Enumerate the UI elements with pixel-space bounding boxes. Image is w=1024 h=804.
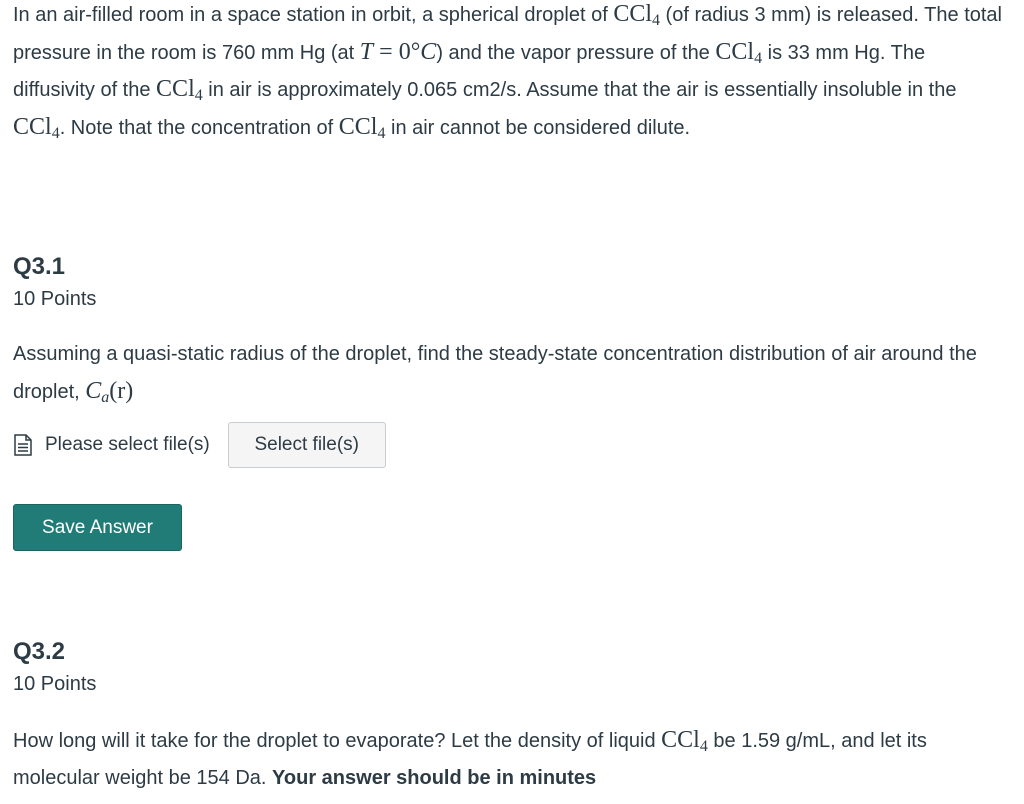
- ccl4-formula: CCl$_4$: [338, 113, 386, 142]
- save-answer-button[interactable]: Save Answer: [13, 504, 182, 551]
- file-upload-row: [13, 422, 386, 468]
- ccl4-formula: CCl$_4$: [661, 727, 708, 755]
- answer-unit-instruction: Your answer should be in minutes: [272, 766, 597, 789]
- select-files-button[interactable]: Select file(s): [228, 422, 386, 468]
- temperature-formula: T = 0°C: [359, 38, 437, 65]
- question-points-q31: 10 Points: [13, 288, 97, 310]
- ccl4-formula: CCl$_4$: [13, 113, 60, 142]
- ccl4-formula: CCl$_4$: [613, 1, 660, 29]
- ca-formula: $C_a(r)$: [85, 377, 134, 406]
- question-title-q32: Q3.2: [13, 638, 66, 665]
- problem-intro: In an air-filled room in a space station in orbit, a spherical droplet of CCl$_4$ (of radius 3 mm) is released. The total pressure in the room is 760 mm Hg (at T = 0°C) and the vapor pressure of the CCl$_4$ is 33 mm Hg. The diffusivity of the CCl$_4$ in air is approximately 0.065 cm2/s. Assume that the air is essentially insoluble in the CCl$_4$. Note that the concentration of CCl$_4$ in air cannot be considered dilute.: [13, 1, 1002, 142]
- question-prompt-q32: How long will it take for the droplet to evaporate? Let the density of liquid CCl$_4$ be 1.59 g/mL, and let its molecular weight be 154 Da. Your answer should be in minutes: [13, 727, 927, 789]
- file-select-label: Please select file(s): [45, 434, 210, 455]
- ccl4-formula: CCl$_4$: [715, 38, 763, 67]
- question-prompt-q31: Assuming a quasi-static radius of the droplet, find the steady-state concentration distribution of air around the droplet, $C_a(r)$: [13, 343, 977, 406]
- document-icon: [13, 434, 33, 456]
- question-points-q32: 10 Points: [13, 673, 97, 695]
- question-title-q31: Q3.1: [13, 253, 66, 280]
- ccl4-formula: CCl$_4$: [156, 76, 203, 104]
